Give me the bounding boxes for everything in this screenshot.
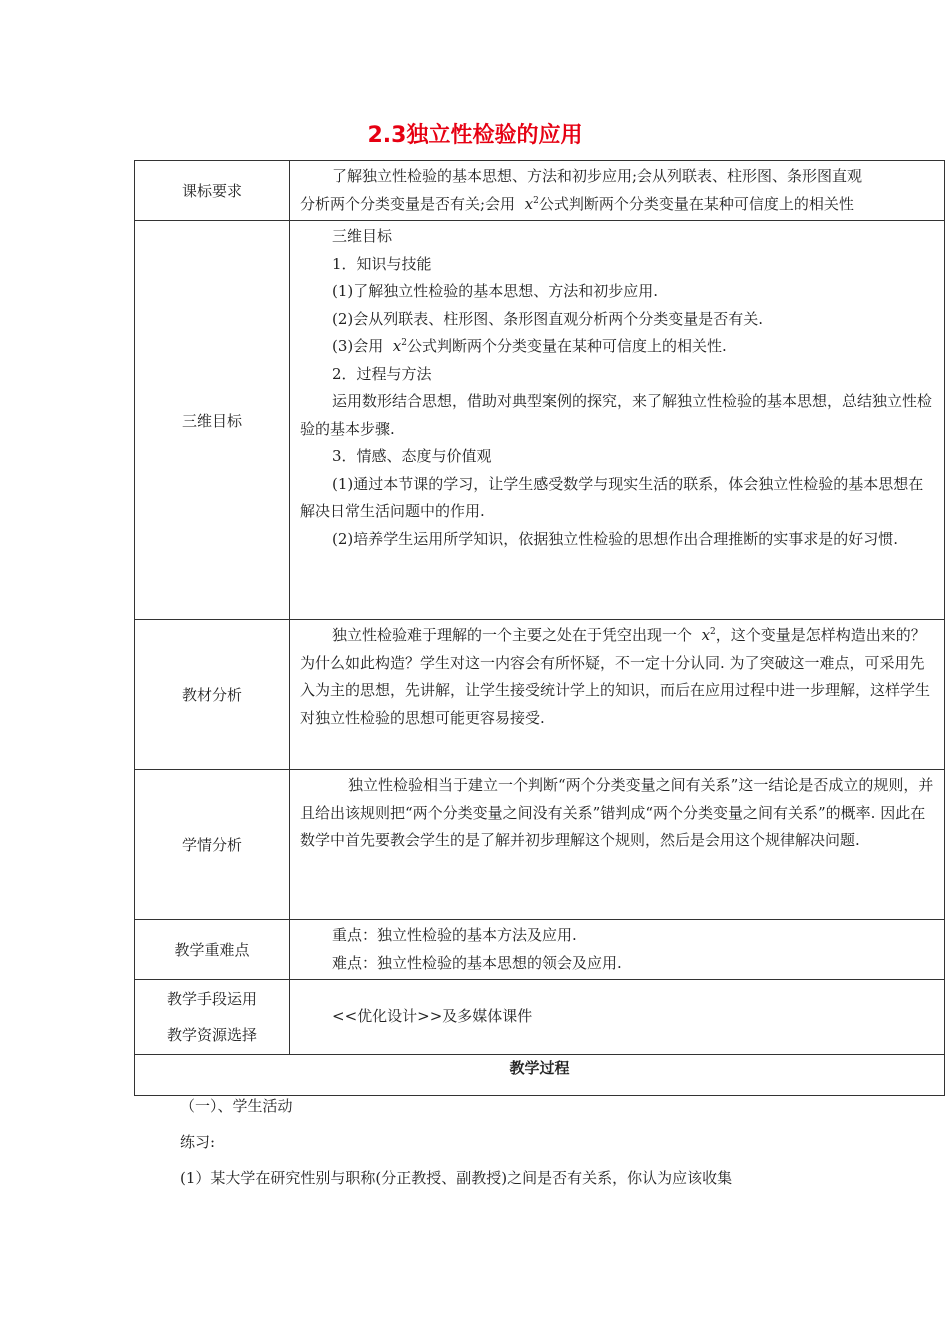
page-title: 2.3独立性检验的应用 [367,123,583,148]
content-zhongnan [290,920,945,980]
sanwei-s1b: (2)会从列联表、柱形图、条形图直观分析两个分类变量是否有关. [332,309,764,328]
label-jiaocai: 教材分析 [135,620,290,770]
chi-sup: 2 [401,338,407,348]
row-xueqing [135,770,945,920]
sanwei-s1: 1．知识与技能 [332,254,432,273]
zhongnan-line1: 重点：独立性检验的基本方法及应用. [332,926,577,944]
student-activity-heading: （一）、学生活动 [180,1097,293,1115]
content-jiaocai [290,620,945,770]
kebiao-line2 [300,191,938,219]
kebiao-line2-post: 公式判断两个分类变量在某种可信度上的相关性 [538,194,854,213]
sanwei-s3b: (2)培养学生运用所学知识，依据独立性检验的思想作出合理推断的实事求是的好习惯. [332,529,899,548]
chi-sup: 2 [533,195,539,206]
practice-question-1: (1）某大学在研究性别与职称(分正教授、副教授)之间是否有关系，你认为应该收集 [180,1169,733,1187]
sanwei-s1a: (1)了解独立性检验的基本思想、方法和初步应用. [332,282,659,300]
jiaocai-text [300,622,938,732]
content-kebiao [290,161,945,221]
xueqing-text: 独立性检验相当于建立一个判断“两个分类变量之间有关系”这一结论是否成立的规则，并且给出该规则把“两个分类变量之间没有关系”错判成“两个分类变量之间有关系”的概率. 因此在数学中首先要教会学生的是了解并初步理解这个规则，然后是会用这个规律解决问题. [300,776,934,849]
sanwei-s2: 2．过程与方法 [332,364,432,383]
jiaocai-post: ，这个变量是怎样构造出来的？为什么如此构造？学生对这一内容会有所怀疑，不一定十分认同. 为了突破这一难点，可采用先入为主的思想，先讲解，让学生接受统计学上的知识，而后在应用过程中进一步理解，这样学生对独立性检验的思想可能更容易接受. [300,626,931,727]
zhongnan-line2: 难点：独立性检验的基本思想的领会及应用. [332,953,622,972]
jiaocai-pre: 独立性检验难于理解的一个主要之处在于凭空出现一个 [332,626,693,644]
chi-var: x [524,194,534,213]
label-zhongnan: 教学重难点 [135,920,290,980]
label-shouduan-2: 教学资源选择 [166,1026,257,1044]
label-sanwei: 三维目标 [135,221,290,620]
sanwei-s3a: (1)通过本节课的学习，让学生感受数学与现实生活的联系，体会独立性检验的基本思想在解决日常生活问题中的作用. [300,474,924,520]
process-heading: 教学过程 [135,1055,945,1096]
label-shouduan [135,980,290,1055]
sanwei-heading: 三维目标 [332,227,393,245]
chi-var: x [392,337,402,355]
s1c-post: 公式判断两个分类变量在某种可信度上的相关性. [407,337,727,355]
sanwei-s3: 3．情感、态度与价值观 [332,447,492,465]
row-zhongnan [135,920,945,980]
practice-label: 练习: [180,1133,216,1151]
label-shouduan-1: 教学手段运用 [166,990,257,1008]
sanwei-s2a: 运用数形结合思想，借助对典型案例的探究，来了解独立性检验的基本思想，总结独立性检验的基本步骤. [300,392,933,438]
lesson-plan-table [134,160,945,1096]
kebiao-line1: 了解独立性检验的基本思想、方法和初步应用;会从列联表、柱形图、条形图直观 [332,167,863,185]
s1c-pre: (3)会用 [332,337,384,355]
label-xueqing: 学情分析 [135,770,290,920]
content-sanwei [290,221,945,620]
row-shouduan [135,980,945,1055]
row-jiaocai [135,620,945,770]
content-xueqing [290,770,945,920]
row-kebiao [135,161,945,221]
shouduan-text: <<优化设计>>及多媒体课件 [332,1007,533,1026]
label-kebiao: 课标要求 [135,161,290,221]
row-process [135,1055,945,1096]
kebiao-line2-pre: 分析两个分类变量是否有关;会用 [300,194,516,213]
row-sanwei [135,221,945,620]
chi-var: x [701,626,711,644]
content-shouduan [290,980,945,1055]
sanwei-s1c [300,333,938,361]
chi-sup: 2 [710,627,716,637]
